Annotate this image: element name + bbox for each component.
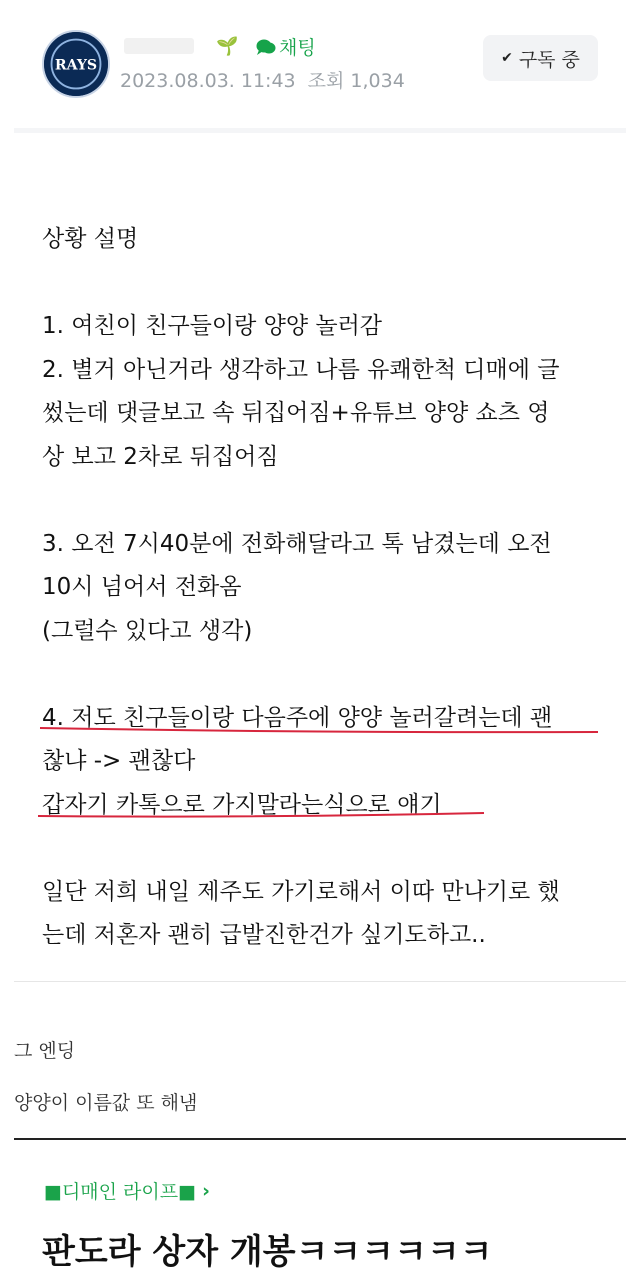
header-divider [14, 128, 626, 133]
avatar[interactable] [42, 30, 110, 98]
comment: 양양이 이름값 또 해냄 [14, 1092, 198, 1114]
view-count: 조회 1,034 [307, 70, 405, 92]
post-date: 2023.08.03. 11:43 [120, 70, 296, 92]
avatar-logo-text: RAYS [54, 57, 98, 74]
post-line: 1. 여친이 친구들이랑 양양 놀러감 [42, 313, 383, 339]
post-header [0, 0, 640, 128]
post-line: 10시 넘어서 전화옴 [42, 574, 242, 600]
chat-bubble-icon [256, 38, 276, 56]
post-line: 상황 설명 [42, 226, 139, 252]
chat-label: 채팅 [279, 37, 316, 59]
post-line: 일단 저희 내일 제주도 가기로해서 이따 만나기로 했 [42, 878, 560, 905]
chevron-right-icon: › [202, 1179, 210, 1202]
post-line: 갑자기 카톡으로 가지말라는식으로 얘기 [42, 791, 442, 818]
post-line: (그럴수 있다고 생각) [42, 617, 253, 644]
sprout-icon: 🌱 [216, 36, 239, 57]
section-divider [14, 1138, 626, 1140]
cafe-board-label: ■디매인 라이프■ [44, 1181, 197, 1203]
post-line: 찮냐 -> 괜찮다 [42, 748, 196, 774]
post-line: 2. 별거 아닌거라 생각하고 나름 유쾌한척 디매에 글 [42, 356, 560, 383]
cafe-board-link[interactable] [44, 1177, 210, 1204]
chat-button[interactable] [256, 33, 316, 60]
post-end-divider [14, 981, 626, 982]
post-line: 상 보고 2차로 뒤집어짐 [42, 443, 279, 470]
next-post-title[interactable]: 판도라 상자 개봉ㅋㅋㅋㅋㅋㅋ [42, 1232, 493, 1272]
check-icon: ✔ [501, 50, 513, 66]
post-meta [120, 66, 405, 93]
post-line: 4. 저도 친구들이랑 다음주에 양양 놀러갈려는데 괜 [42, 704, 553, 731]
comment: 그 엔딩 [14, 1040, 76, 1062]
post-line: 썼는데 댓글보고 속 뒤집어짐+유튜브 양양 쇼츠 영 [42, 400, 550, 426]
nickname-blurred[interactable] [124, 38, 194, 54]
post-body [42, 218, 612, 958]
post-line: 는데 저혼자 괜히 급발진한건가 싶기도하고.. [42, 922, 486, 948]
subscribe-label: 구독 중 [518, 48, 580, 71]
post-line: 3. 오전 7시40분에 전화해달라고 톡 남겼는데 오전 [42, 530, 552, 557]
subscribe-button[interactable] [483, 35, 598, 81]
